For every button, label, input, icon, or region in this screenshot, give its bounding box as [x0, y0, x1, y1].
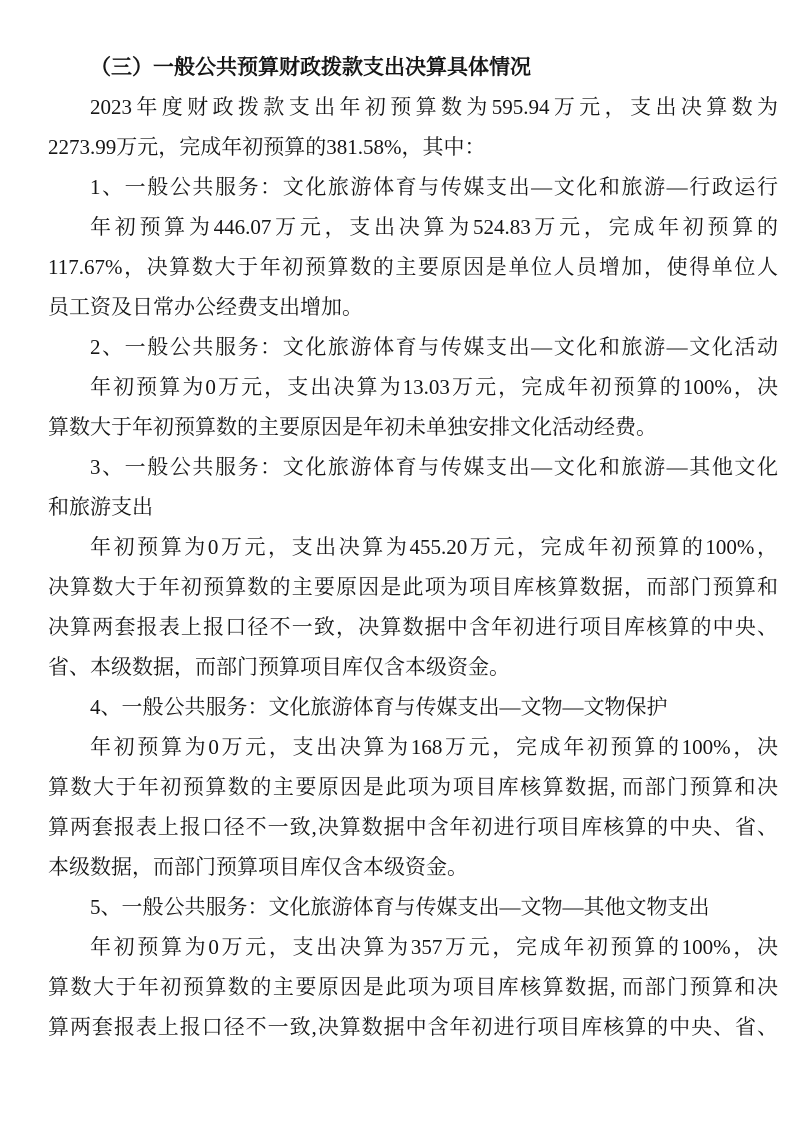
item-4-title-line: 4、一般公共服务：文化旅游体育与传媒支出—文物—文物保护 [90, 695, 668, 719]
item-4-body-line: 本级数据，而部门预算项目库仅含本级资金。 [48, 855, 468, 879]
item-4-body-line: 年初预算为0万元，支出决算为168万元，完成年初预算的100%，决 [90, 735, 778, 759]
item-3-title-line: 3、一般公共服务：文化旅游体育与传媒支出—文化和旅游—其他文化 [90, 455, 778, 479]
item-2-title-line: 2、一般公共服务：文化旅游体育与传媒支出—文化和旅游—文化活动 [90, 335, 778, 359]
intro-body-line: 2273.99万元，完成年初预算的381.58%，其中： [48, 135, 486, 159]
intro-body-line: 2023年度财政拨款支出年初预算数为595.94万元，支出决算数为 [90, 95, 778, 119]
item-3-body-line: 省、本级数据，而部门预算项目库仅含本级资金。 [48, 655, 510, 679]
item-1-body-line: 117.67%，决算数大于年初预算数的主要原因是单位人员增加，使得单位人 [48, 255, 778, 279]
item-1-title-line: 1、一般公共服务：文化旅游体育与传媒支出—文化和旅游—行政运行 [90, 175, 778, 199]
item-5-body-line: 算数大于年初预算数的主要原因是此项为项目库核算数据, 而部门预算和决 [48, 975, 778, 999]
section-heading-line: （三）一般公共预算财政拨款支出决算具体情况 [90, 55, 531, 79]
item-3-body-line: 年初预算为0万元，支出决算为455.20万元，完成年初预算的100%， [90, 535, 778, 559]
item-3-body-line: 决算数大于年初预算数的主要原因是此项为项目库核算数据，而部门预算和 [48, 575, 778, 599]
item-2-body-line: 算数大于年初预算数的主要原因是年初未单独安排文化活动经费。 [48, 415, 657, 439]
item-3-title-line: 和旅游支出 [48, 495, 153, 519]
item-5-body-line: 算两套报表上报口径不一致,决算数据中含年初进行项目库核算的中央、省、 [48, 1015, 778, 1039]
item-3-body-line: 决算两套报表上报口径不一致，决算数据中含年初进行项目库核算的中央、 [48, 615, 778, 639]
item-4-body-line: 算两套报表上报口径不一致,决算数据中含年初进行项目库核算的中央、省、 [48, 815, 778, 839]
item-5-title-line: 5、一般公共服务：文化旅游体育与传媒支出—文物—其他文物支出 [90, 895, 710, 919]
item-4-body-line: 算数大于年初预算数的主要原因是此项为项目库核算数据, 而部门预算和决 [48, 775, 778, 799]
item-5-body-line: 年初预算为0万元，支出决算为357万元，完成年初预算的100%，决 [90, 935, 778, 959]
item-2-body-line: 年初预算为0万元，支出决算为13.03万元，完成年初预算的100%，决 [90, 375, 778, 399]
item-1-body-line: 年初预算为446.07万元，支出决算为524.83万元，完成年初预算的 [90, 215, 778, 239]
item-1-body-line: 员工资及日常办公经费支出增加。 [48, 295, 363, 319]
